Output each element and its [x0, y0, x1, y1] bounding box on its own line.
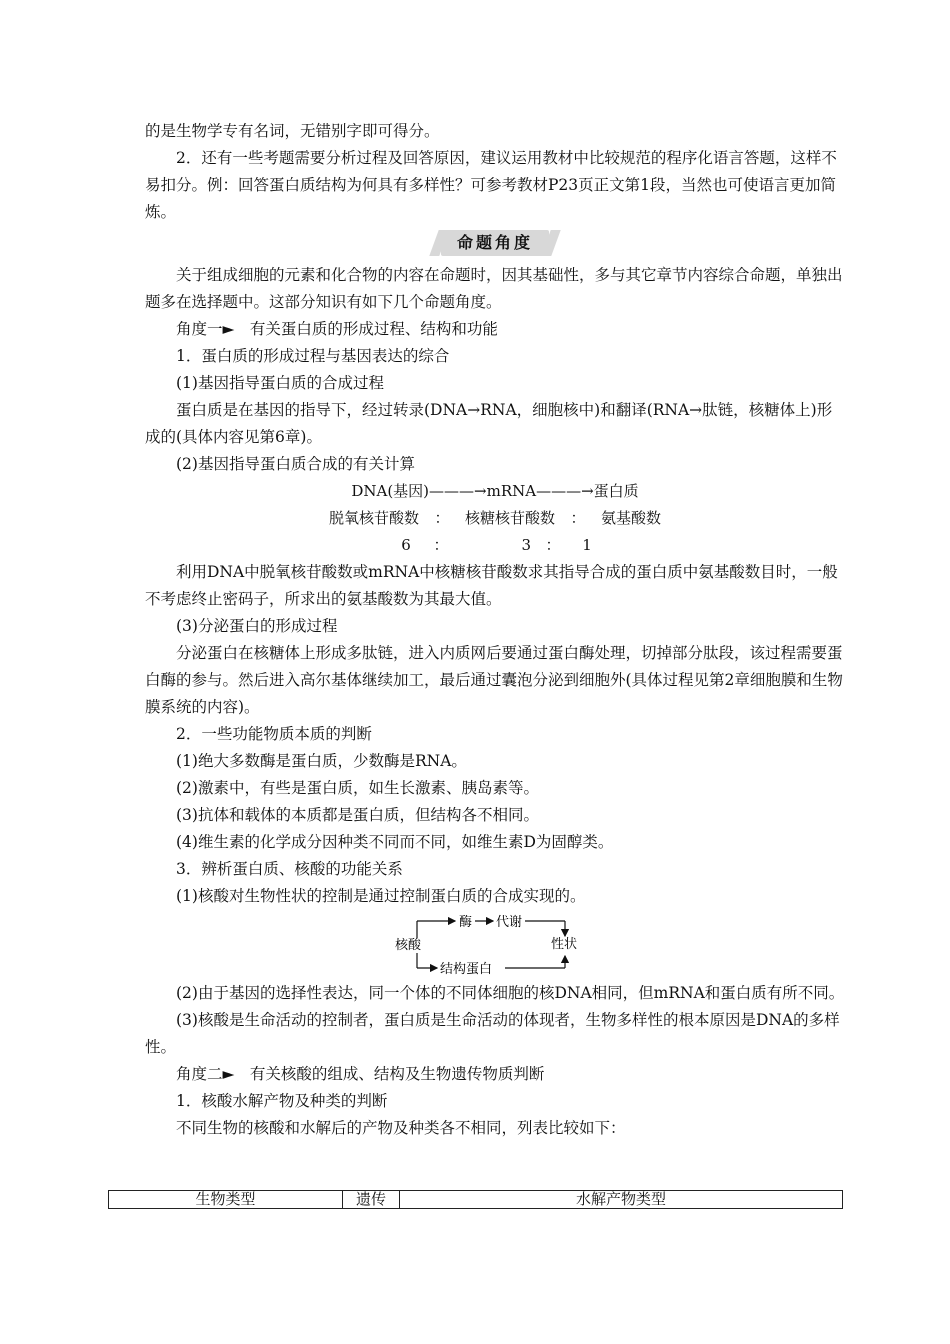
- angle1-sub3: (3)分泌蛋白的形成过程: [176, 617, 338, 635]
- ratio-value-6: 6: [401, 536, 411, 554]
- ratio-label-ribo: 核糖核苷酸数: [464, 509, 555, 527]
- flow-line: DNA(基因)———→mRNA———→蛋白质: [351, 482, 639, 500]
- intro-paragraph: 关于组成细胞的元素和化合物的内容在命题时，因其基础性，多与其它章节内容综合命题，单独出题多在选择题中。这部分知识有如下几个命题角度。: [145, 266, 843, 311]
- diagram-enzyme: 酶: [459, 915, 473, 930]
- diagram-svg: [395, 912, 595, 978]
- angle2-item1-text: 不同生物的核酸和水解后的产物及种类各不相同，列表比较如下：: [176, 1119, 626, 1137]
- table-header-hydrolysis-products: 水解产物类型: [400, 1191, 843, 1209]
- angle1-item3-sub2: (2)由于基因的选择性表达，同一个体的不同体细胞的核DNA相同，但mRNA和蛋白质有所不同。: [176, 984, 845, 1002]
- document-page: [145, 118, 845, 1142]
- angle1-sub2: (2)基因指导蛋白质合成的有关计算: [176, 455, 415, 473]
- diagram-structural-protein: 结构蛋白: [440, 962, 493, 977]
- angle1-item3: 3．辨析蛋白质、核酸的功能关系: [176, 860, 403, 878]
- angle2-title: 角度二► 有关核酸的组成、结构及生物遗传物质判断: [176, 1065, 545, 1083]
- ratio-label-colon-2: ：: [570, 509, 586, 527]
- function-item-3: (3)抗体和载体的本质都是蛋白质，但结构各不相同。: [176, 806, 539, 824]
- nucleic-acid-diagram: [145, 912, 845, 978]
- paragraph-top-1: 的是生物学专有名词，无错别字即可得分。: [145, 122, 440, 140]
- ratio-value-3: 3: [521, 536, 531, 554]
- diagram-nucleic-acid: 核酸: [395, 938, 422, 953]
- angle1-item3-sub1: (1)核酸对生物性状的控制是通过控制蛋白质的合成实现的。: [176, 887, 586, 905]
- angle1-sub3-text: 分泌蛋白在核糖体上形成多肽链，进入内质网后要通过蛋白酶处理，切掉部分肽段，该过程需要蛋白酶的参与。然后进入高尔基体继续加工，最后通过囊泡分泌到细胞外(具体过程见第2章细胞膜和生物膜系统的内容)。: [145, 644, 843, 716]
- table-header-row: [109, 1191, 843, 1209]
- paragraph-top-2: 2．还有一些考题需要分析过程及回答原因，建议运用教材中比较规范的程序化语言答题，这样不易扣分。例：回答蛋白质结构为何具有多样性？可参考教材P23页正文第1段，当然也可使语言更加简炼。: [145, 149, 837, 221]
- section-heading-wrap: [145, 230, 845, 258]
- angle1-item1: 1．蛋白质的形成过程与基因表达的综合: [176, 347, 450, 365]
- function-item-2: (2)激素中，有些是蛋白质，如生长激素、胰岛素等。: [176, 779, 539, 797]
- table-header-genetic: 遗传: [343, 1191, 400, 1209]
- ratio-label-deoxy: 脱氧核苷酸数: [328, 509, 419, 527]
- angle1-sub1-text: 蛋白质是在基因的指导下，经过转录(DNA→RNA，细胞核中)和翻译(RNA→肽链，核糖体上)形成的(具体内容见第6章)。: [145, 401, 833, 446]
- angle2-item1: 1．核酸水解产物及种类的判断: [176, 1092, 388, 1110]
- section-heading: 命题角度: [441, 230, 549, 256]
- diagram-trait: 性状: [551, 937, 578, 952]
- angle1-sub1: (1)基因指导蛋白质的合成过程: [176, 374, 384, 392]
- ratio-value-1: 1: [582, 536, 592, 554]
- ratio-values-row: [145, 532, 845, 559]
- function-item-4: (4)维生素的化学成分因种类不同而不同，如维生素D为固醇类。: [176, 833, 614, 851]
- ratio-label-amino: 氨基酸数: [601, 509, 662, 527]
- ratio-label-colon-1: ：: [434, 509, 450, 527]
- ratio-value-colon-2: ：: [545, 536, 561, 554]
- table-header-organism-type: 生物类型: [109, 1191, 343, 1209]
- function-item-1: (1)绝大多数酶是蛋白质，少数酶是RNA。: [176, 752, 467, 770]
- angle1-item3-sub3: (3)核酸是生命活动的控制者，蛋白质是生命活动的体现者，生物多样性的根本原因是DNA的多样性。: [145, 1011, 840, 1056]
- ratio-labels-row: [145, 505, 845, 532]
- angle1-title: 角度一► 有关蛋白质的形成过程、结构和功能: [176, 320, 498, 338]
- angle1-sub2-text: 利用DNA中脱氧核苷酸数或mRNA中核糖核苷酸数求其指导合成的蛋白质中氨基酸数目时，一般不考虑终止密码子，所求出的氨基酸数为其最大值。: [145, 563, 838, 608]
- angle1-item2: 2．一些功能物质本质的判断: [176, 725, 372, 743]
- hydrolysis-table: [108, 1190, 843, 1209]
- diagram-metabolism: 代谢: [496, 915, 523, 930]
- ratio-value-colon-1: ：: [433, 536, 449, 554]
